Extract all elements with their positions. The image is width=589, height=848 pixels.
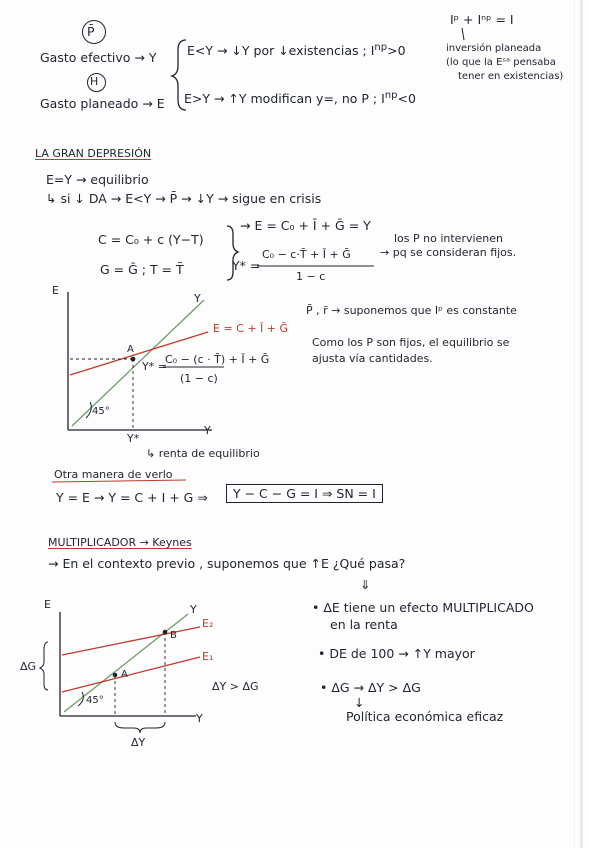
depresion-line-1: E=Y → equilibrio bbox=[46, 172, 149, 187]
graph1-ystar-den: (1 − c) bbox=[180, 372, 218, 385]
multi-politica: Política económica eficaz bbox=[346, 709, 504, 724]
eq-ystar-num: C₀ − c·T̄ + Ī + Ḡ bbox=[262, 248, 351, 261]
graph2-dg-label: ΔG bbox=[20, 660, 37, 673]
inversion-identity: Iᵖ + Iⁿᵖ = I bbox=[450, 12, 514, 27]
graph1-label-eline: E = C + Ī + Ḡ bbox=[213, 322, 289, 335]
otra-title: Otra manera de verlo bbox=[54, 468, 173, 481]
graph1-angle-label: 45° bbox=[92, 406, 110, 417]
multi-title: MULTIPLICADOR → Keynes bbox=[48, 536, 192, 549]
inv-note-1: inversión planeada bbox=[446, 43, 542, 54]
graph2-label-45: Y bbox=[190, 603, 197, 616]
gasto-efectivo: Gasto efectivo → Y bbox=[40, 50, 157, 65]
graph1-label-45: Y bbox=[194, 292, 201, 305]
multi-bullet-3: • ΔG → ΔY > ΔG bbox=[320, 680, 421, 695]
graph2-angle-label: 45° bbox=[86, 695, 104, 706]
h-circle-label: H bbox=[90, 75, 99, 88]
eq-ystar-den: 1 − c bbox=[296, 270, 326, 283]
multi-bullet-1b: en la renta bbox=[330, 617, 398, 632]
eq-consumo: C = C₀ + c (Y−T) bbox=[98, 232, 204, 247]
otra-boxed-eq: Y − C − G = I ⇒ SN = I bbox=[226, 484, 383, 503]
multi-arrow-2: ↓ bbox=[354, 695, 365, 710]
eq-ystar: Y* = bbox=[232, 258, 261, 273]
multi-question: → En el contexto previo , suponemos que ↑E ¿Qué pasa? bbox=[48, 556, 406, 571]
gasto-planeado: Gasto planeado → E bbox=[40, 96, 165, 111]
graph1-ystar-axis: Y* bbox=[127, 432, 140, 445]
inv-arrow bbox=[462, 28, 464, 40]
p-circle-label: P̄ bbox=[87, 24, 95, 39]
graph1-label-e: E bbox=[52, 284, 59, 297]
depresion-title: LA GRAN DEPRESIÓN bbox=[35, 147, 152, 160]
graph2-label-y: Y bbox=[196, 712, 203, 725]
graph1-label-point: A bbox=[127, 344, 134, 355]
graph2-relation: ΔY > ΔG bbox=[212, 680, 259, 693]
header-line-1: E<Y → ↓Y por ↓existencias ; $I^{np}>0$ bbox=[187, 42, 406, 59]
graph2-dg-brace bbox=[40, 642, 48, 690]
graph1-ystar-eq: Y* = bbox=[142, 360, 167, 373]
eq-equilibrio: → E = C₀ + Ī + Ḡ = Y bbox=[240, 218, 371, 233]
graph1-note-fijos-1: Como los P son fijos, el equilibrio se bbox=[312, 336, 510, 349]
graph2-point-a-label: A bbox=[121, 669, 128, 680]
eq-gasto: G = Ḡ ; T = T̄ bbox=[100, 262, 184, 277]
inv-note-3: tener en existencias) bbox=[458, 71, 564, 82]
graph1-note-pr: P̄ , r̄ → suponemos que Iᵖ es constante bbox=[306, 304, 517, 317]
graph1-label-y: Y bbox=[204, 424, 211, 437]
graph1-note-fijos-2: ajusta vía cantidades. bbox=[312, 352, 433, 365]
graph2-e1-line bbox=[62, 657, 200, 692]
graph1-renta: ↳ renta de equilibrio bbox=[146, 447, 260, 460]
graph2-label-e: E bbox=[44, 598, 51, 611]
note-precios-2: → pq se consideran fijos. bbox=[380, 246, 517, 259]
multi-bullet-1a: • ΔE tiene un efecto MULTIPLICADO bbox=[312, 600, 534, 615]
note-precios-1: los P no intervienen bbox=[394, 232, 504, 245]
graph1-ystar-num: C₀ − (c · T̄) + Ī + Ḡ bbox=[165, 353, 270, 366]
otra-eq: Y = E → Y = C + I + G ⇒ bbox=[56, 490, 208, 505]
graph2-45-line bbox=[64, 614, 188, 712]
graph2-label-e1: E₁ bbox=[202, 650, 214, 663]
graph2-label-e2: E₂ bbox=[202, 617, 214, 630]
graph2-dy-brace bbox=[115, 722, 165, 733]
graph2-point-b-label: B bbox=[170, 630, 177, 641]
multi-bullet-2: • DE de 100 → ↑Y mayor bbox=[318, 646, 475, 661]
graph1-point-a bbox=[131, 357, 136, 362]
graph2-e2-line bbox=[62, 627, 200, 655]
depresion-line-2: ↳ si ↓ DA → E<Y → P̄ → ↓Y → sigue en crisis bbox=[46, 191, 322, 206]
header-line-2: E>Y → ↑Y modifican y=, no P ; $I^{np}<0$ bbox=[184, 90, 416, 107]
multi-down-arrow: ⇓ bbox=[360, 577, 371, 592]
graph2-dy-label: ΔY bbox=[131, 736, 146, 749]
inv-note-2: (lo que la Eˢᵃ pensaba bbox=[446, 57, 556, 68]
